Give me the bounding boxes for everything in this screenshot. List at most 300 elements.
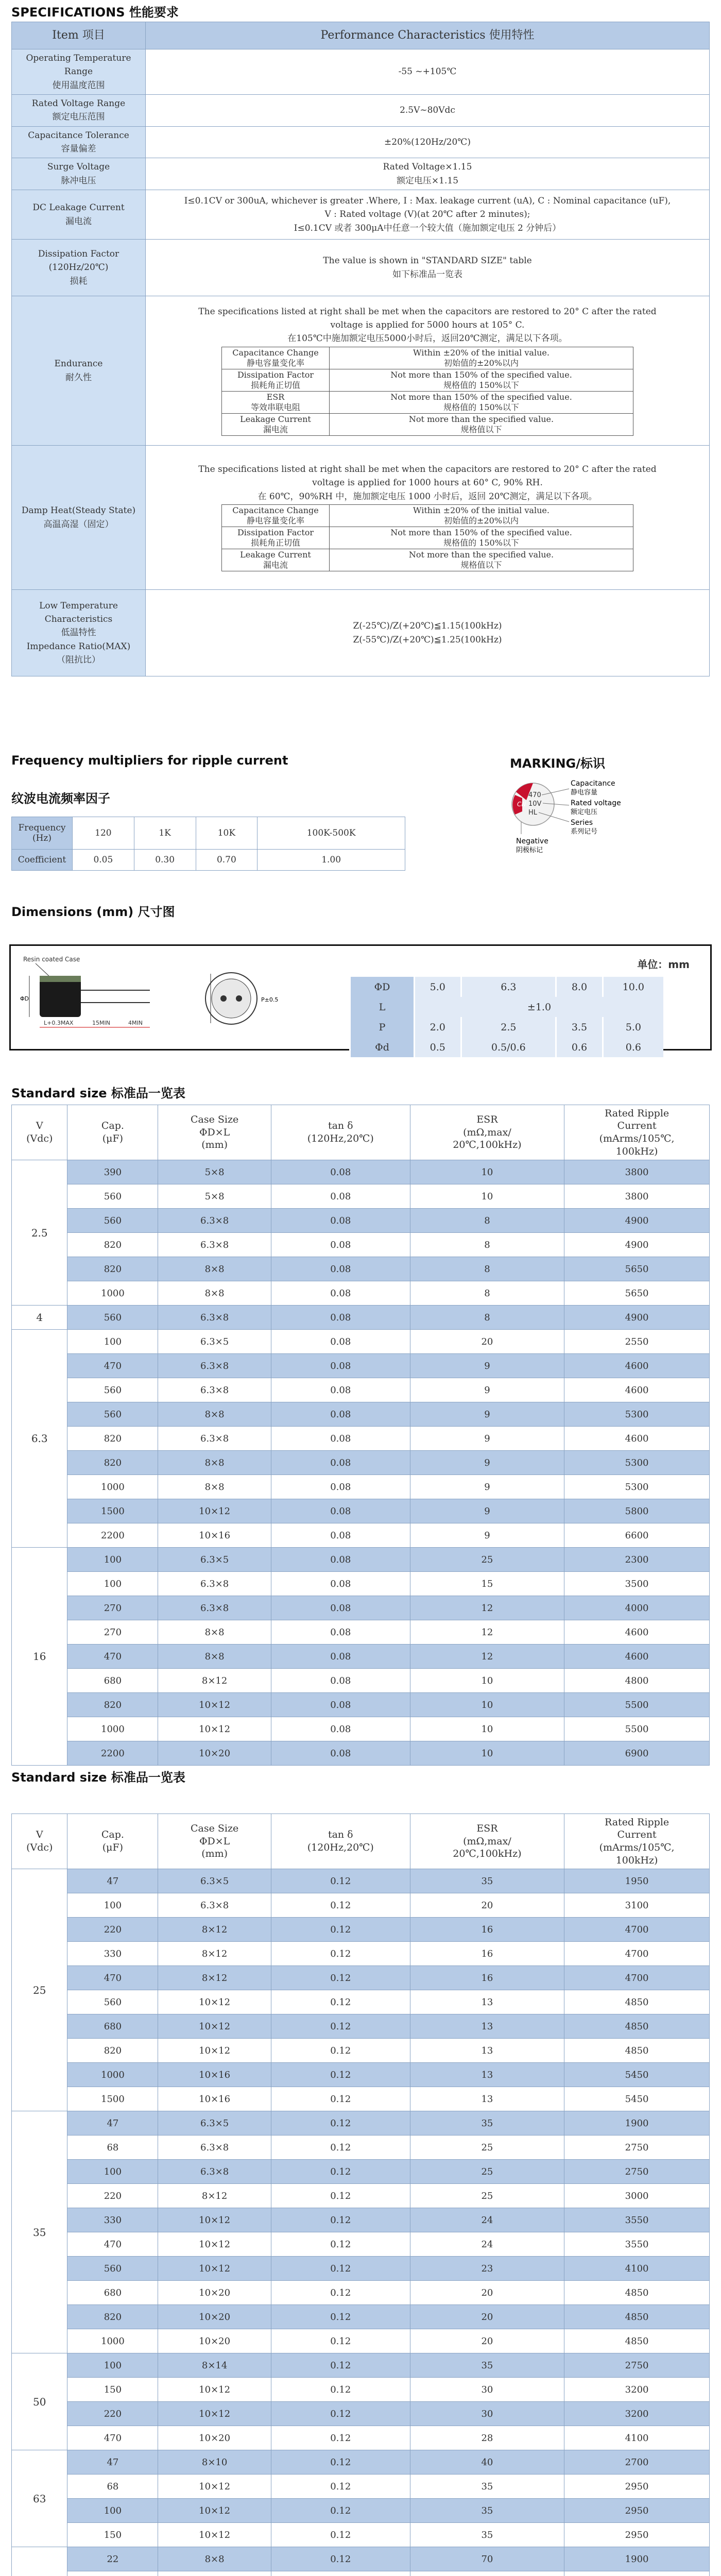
size-cell: 6.3×8: [158, 2160, 271, 2184]
col-ripple-current: Rated Ripple Current (mArms/105℃, 100kHz): [564, 1105, 710, 1160]
criteria-value: Not more than the specified value. 规格值以下: [330, 413, 633, 435]
esr-cell: 9: [410, 1378, 564, 1402]
size-cell: 10×12: [158, 2402, 271, 2426]
standard-size-table-1: [11, 1105, 710, 1766]
size-cell: [158, 2571, 271, 2576]
cap-cell: 2200: [67, 1741, 158, 1766]
esr-cell: 16: [410, 1966, 564, 1990]
table-row: [12, 2402, 710, 2426]
size-cell: 6.3×8: [158, 1233, 271, 1257]
cap-cell: 820: [67, 1233, 158, 1257]
esr-cell: 10: [410, 1741, 564, 1766]
esr-cell: 20: [410, 1330, 564, 1354]
tan-cell: 0.08: [271, 1257, 410, 1281]
freq-cell: 100K-500K: [258, 817, 405, 850]
tan-cell: 0.12: [271, 2257, 410, 2281]
ripple-cell: 4100: [564, 2426, 710, 2450]
size-cell: 10×12: [158, 1990, 271, 2014]
spec-label: Rated Voltage Range 额定电压范围: [12, 95, 146, 127]
spec-value: I≤0.1CV or 300uA, whichever is greater .Where, I : Max. leakage current (uA), C : Nominal capacitance (uF), V : Rated voltage (V)(at 20℃ after 2 minutes); I≤0.1CV 或者 300μA中任意一个较大值（施加额定电压 2 分钟后）: [146, 190, 710, 240]
table-row: [12, 2208, 710, 2232]
table-row: [12, 1620, 710, 1645]
spec-head-item: Item 项目: [12, 22, 146, 49]
tan-cell: 0.12: [271, 2014, 410, 2039]
size-cell: 10×20: [158, 2426, 271, 2450]
cap-cell: 100: [67, 1893, 158, 1918]
dia-label: ΦD: [20, 995, 29, 1002]
ripple-cell: 4900: [564, 1233, 710, 1257]
tan-cell: 0.12: [271, 2305, 410, 2329]
criteria-key: ESR 等效串联电阻: [222, 391, 330, 413]
ripple-cell: 4600: [564, 1378, 710, 1402]
cap-cell: 270: [67, 1620, 158, 1645]
table-row: [12, 1499, 710, 1523]
table-row: [12, 1475, 710, 1499]
tan-cell: 0.08: [271, 1160, 410, 1184]
size-cell: 10×20: [158, 2281, 271, 2305]
standard-size-table-2: [11, 1814, 710, 2576]
esr-cell: 9: [410, 1427, 564, 1451]
tan-cell: 0.12: [271, 1942, 410, 1966]
esr-cell: 35: [410, 1869, 564, 1893]
dim-cell: 0.6: [556, 1037, 603, 1057]
cap-cell: 47: [67, 2111, 158, 2136]
dim-cell: ±1.0: [415, 997, 664, 1017]
esr-cell: [410, 2571, 564, 2576]
ripple-cell: 2700: [564, 2450, 710, 2475]
dimension-drawing: [15, 951, 324, 1044]
esr-cell: 8: [410, 1281, 564, 1306]
damp-heat-criteria-table: [221, 504, 633, 571]
cap-cell: 330: [67, 2208, 158, 2232]
esr-cell: 25: [410, 1548, 564, 1572]
tan-cell: 0.08: [271, 1281, 410, 1306]
tan-cell: 0.08: [271, 1209, 410, 1233]
criteria-row: [222, 413, 633, 435]
cap-cell: 470: [67, 1645, 158, 1669]
table-row: [12, 1330, 710, 1354]
esr-cell: 20: [410, 2329, 564, 2353]
capacitance-label: Capacitance: [571, 779, 615, 788]
voltage-cell: 2.5: [12, 1160, 67, 1306]
damp-heat-value: [146, 446, 710, 590]
ripple-cell: 5300: [564, 1475, 710, 1499]
tan-cell: 0.08: [271, 1184, 410, 1209]
table-row: [12, 1451, 710, 1475]
table-row: [12, 1596, 710, 1620]
tan-cell: 0.08: [271, 1427, 410, 1451]
criteria-value: Not more than the specified value. 规格值以下: [330, 549, 633, 571]
table-row: [12, 2353, 710, 2378]
tan-cell: 0.12: [271, 2063, 410, 2087]
esr-cell: 13: [410, 2063, 564, 2087]
esr-cell: 8: [410, 1257, 564, 1281]
ripple-cell: 5650: [564, 1257, 710, 1281]
size-cell: 6.3×5: [158, 1330, 271, 1354]
ripple-cell: 1900: [564, 2547, 710, 2571]
table-row: [12, 2111, 710, 2136]
voltage-cell: 25: [12, 1869, 67, 2111]
cap-cell: 68: [67, 2136, 158, 2160]
cap-cell: 330: [67, 1942, 158, 1966]
tan-cell: 0.08: [271, 1693, 410, 1717]
size-cell: 5×8: [158, 1184, 271, 1209]
marking-series-value: HL: [528, 809, 538, 817]
endurance-row: [12, 296, 710, 446]
spec-head-perf: Performance Characteristics 使用特性: [146, 22, 710, 49]
ripple-cell: 4850: [564, 2014, 710, 2039]
esr-cell: 9: [410, 1523, 564, 1548]
dim-row-label: ΦD: [350, 977, 415, 997]
table-row: [12, 2547, 710, 2571]
criteria-row: [222, 347, 633, 369]
esr-cell: 12: [410, 1596, 564, 1620]
cap-cell: 22: [67, 2547, 158, 2571]
tan-cell: 0.08: [271, 1741, 410, 1766]
table-row: [12, 1281, 710, 1306]
cap-cell: 820: [67, 1451, 158, 1475]
ripple-cell: 4100: [564, 2257, 710, 2281]
col-tan-delta: tan δ (120Hz,20℃): [271, 1105, 410, 1160]
spec-value: 2.5V~80Vdc: [146, 95, 710, 127]
esr-cell: 12: [410, 1645, 564, 1669]
table-row: [12, 1548, 710, 1572]
esr-cell: 9: [410, 1354, 564, 1378]
size-cell: 10×16: [158, 1523, 271, 1548]
dim-cell: 10.0: [603, 977, 663, 997]
tan-cell: 0.12: [271, 2450, 410, 2475]
ripple-cell: 3550: [564, 2208, 710, 2232]
size-cell: 10×12: [158, 2499, 271, 2523]
esr-cell: 25: [410, 2136, 564, 2160]
spec-label: DC Leakage Current 漏电流: [12, 190, 146, 240]
ripple-cell: 4850: [564, 1990, 710, 2014]
spec-row: [12, 190, 710, 240]
cap-cell: 100: [67, 1572, 158, 1596]
spec-value: Rated Voltage×1.15 额定电压×1.15: [146, 158, 710, 190]
ripple-cell: 3500: [564, 1572, 710, 1596]
damp-heat-row: [12, 446, 710, 590]
size-cell: 6.3×8: [158, 2136, 271, 2160]
table-row: [12, 2571, 710, 2576]
spec-label: Dissipation Factor (120Hz/20℃) 损耗: [12, 240, 146, 296]
ripple-cell: 2750: [564, 2136, 710, 2160]
cap-cell: 1000: [67, 1281, 158, 1306]
series-cn-label: 系列记号: [571, 828, 598, 836]
spec-value: -55 ~+105℃: [146, 49, 710, 95]
size-cell: 10×20: [158, 2329, 271, 2353]
table-row: [12, 2160, 710, 2184]
criteria-row: [222, 369, 633, 391]
size-cell: 6.3×8: [158, 1893, 271, 1918]
table-row: [12, 2281, 710, 2305]
marking-cap-value: 470: [528, 791, 541, 799]
rated-voltage-cn-label: 额定电压: [571, 808, 598, 816]
size-cell: 8×12: [158, 1966, 271, 1990]
size-cell: 8×8: [158, 1257, 271, 1281]
specifications-table: [11, 22, 710, 676]
size-cell: 8×8: [158, 1645, 271, 1669]
esr-cell: 20: [410, 1893, 564, 1918]
tan-cell: 0.12: [271, 2136, 410, 2160]
esr-cell: 40: [410, 2450, 564, 2475]
ripple-cell: 5300: [564, 1451, 710, 1475]
tan-cell: 0.12: [271, 2523, 410, 2547]
table-row: [12, 2039, 710, 2063]
esr-cell: 13: [410, 2039, 564, 2063]
table-row: [12, 1523, 710, 1548]
criteria-key: Leakage Current 漏电流: [222, 413, 330, 435]
esr-cell: 13: [410, 2087, 564, 2111]
esr-cell: 70: [410, 2547, 564, 2571]
esr-cell: 9: [410, 1475, 564, 1499]
esr-cell: 10: [410, 1717, 564, 1741]
ripple-cell: 4850: [564, 2329, 710, 2353]
series-label: Series: [571, 819, 593, 827]
esr-cell: 12: [410, 1620, 564, 1645]
ripple-cell: 3100: [564, 1893, 710, 1918]
table-row: [12, 1990, 710, 2014]
cap-cell: 470: [67, 1966, 158, 1990]
size-cell: 8×14: [158, 2353, 271, 2378]
criteria-key: Dissipation Factor 损耗角正切值: [222, 527, 330, 549]
table-row: [12, 2499, 710, 2523]
dimensions-table: [349, 977, 663, 1057]
table-row: [12, 2378, 710, 2402]
cap-cell: 47: [67, 2450, 158, 2475]
size-cell: 6.3×8: [158, 1306, 271, 1330]
tan-cell: 0.08: [271, 1717, 410, 1741]
ripple-cell: 2300: [564, 1548, 710, 1572]
table-row: [12, 1572, 710, 1596]
cap-cell: 560: [67, 1306, 158, 1330]
spec-row: [12, 49, 710, 95]
ripple-cell: 4700: [564, 1918, 710, 1942]
ripple-cell: 5650: [564, 1281, 710, 1306]
size-cell: 10×12: [158, 1499, 271, 1523]
tan-cell: 0.12: [271, 2281, 410, 2305]
freq-row2: [12, 850, 405, 871]
size-cell: 10×12: [158, 2378, 271, 2402]
esr-cell: 8: [410, 1209, 564, 1233]
esr-cell: 20: [410, 2305, 564, 2329]
ripple-cell: 3000: [564, 2184, 710, 2208]
ripple-cell: 4850: [564, 2305, 710, 2329]
ripple-cell: 6900: [564, 1741, 710, 1766]
table-row: [12, 2014, 710, 2039]
ripple-cell: 2950: [564, 2475, 710, 2499]
spec-row: [12, 95, 710, 127]
ripple-cell: 4600: [564, 1427, 710, 1451]
tan-cell: 0.08: [271, 1645, 410, 1669]
ripple-cell: 1950: [564, 1869, 710, 1893]
ripple-cell: 5450: [564, 2087, 710, 2111]
ripple-cell: 3200: [564, 2378, 710, 2402]
dim-cell: 8.0: [556, 977, 603, 997]
ripple-cell: 4850: [564, 2039, 710, 2063]
esr-cell: 13: [410, 1990, 564, 2014]
esr-cell: 15: [410, 1572, 564, 1596]
freq-row1: [12, 817, 405, 850]
table-row: [12, 2184, 710, 2208]
cap-cell: 150: [67, 2523, 158, 2547]
dim-cell: 5.0: [415, 977, 461, 997]
cap-cell: 1500: [67, 1499, 158, 1523]
ripple-cell: 2750: [564, 2353, 710, 2378]
criteria-value: Within ±20% of the initial value. 初始值的±20%以内: [330, 505, 633, 527]
cap-cell: 1500: [67, 2087, 158, 2111]
tan-cell: 0.08: [271, 1378, 410, 1402]
damp-heat-label: Damp Heat(Steady State) 高温高湿（固定）: [12, 446, 146, 590]
ripple-cell: 4600: [564, 1620, 710, 1645]
col-voltage: V (Vdc): [12, 1814, 67, 1869]
spec-label: Surge Voltage 脉冲电压: [12, 158, 146, 190]
table-row: [12, 2136, 710, 2160]
ripple-cell: 5300: [564, 1402, 710, 1427]
criteria-key: Dissipation Factor 损耗角正切值: [222, 369, 330, 391]
table-row: [12, 1427, 710, 1451]
cap-cell: 470: [67, 2232, 158, 2257]
cap-cell: 820: [67, 2039, 158, 2063]
dim-row: [350, 1037, 664, 1057]
size-cell: 6.3×5: [158, 1548, 271, 1572]
ripple-cell: 2950: [564, 2523, 710, 2547]
cap-cell: 560: [67, 1990, 158, 2014]
size-cell: 10×16: [158, 2087, 271, 2111]
col-capacitance: Cap. (μF): [67, 1814, 158, 1869]
esr-cell: 9: [410, 1451, 564, 1475]
ripple-cell: 1900: [564, 2111, 710, 2136]
cap-cell: 1000: [67, 1717, 158, 1741]
brand-logo: CN: [517, 801, 526, 808]
tan-cell: 0.12: [271, 1990, 410, 2014]
tan-cell: 0.08: [271, 1451, 410, 1475]
tan-cell: 0.12: [271, 2184, 410, 2208]
criteria-value: Not more than 150% of the specified value. 规格值的 150%以下: [330, 391, 633, 413]
col-voltage: V (Vdc): [12, 1105, 67, 1160]
ripple-cell: 4850: [564, 2281, 710, 2305]
table-row: [12, 1669, 710, 1693]
cap-cell: 820: [67, 1427, 158, 1451]
size-cell: 8×8: [158, 1451, 271, 1475]
size-cell: 10×12: [158, 2014, 271, 2039]
cap-cell: 150: [67, 2378, 158, 2402]
ripple-cell: [564, 2571, 710, 2576]
dim-cell: 2.5: [461, 1017, 556, 1037]
cap-cell: 560: [67, 1209, 158, 1233]
col-esr: ESR (mΩ,max/ 20℃,100kHz): [410, 1105, 564, 1160]
table-row: [12, 2232, 710, 2257]
ripple-cell: 2750: [564, 2160, 710, 2184]
voltage-cell: 35: [12, 2111, 67, 2353]
col-case-size: Case Size ΦD×L (mm): [158, 1105, 271, 1160]
criteria-row: [222, 527, 633, 549]
spec-label: Operating Temperature Range 使用温度范围: [12, 49, 146, 95]
std1-section-title: Standard size 标准品一览表: [11, 1086, 185, 1100]
size-cell: 8×8: [158, 1475, 271, 1499]
table-row: [12, 1869, 710, 1893]
esr-cell: 30: [410, 2402, 564, 2426]
criteria-key: Leakage Current 漏电流: [222, 549, 330, 571]
table-row: [12, 1893, 710, 1918]
cap-cell: 1000: [67, 2329, 158, 2353]
cap-cell: 100: [67, 2499, 158, 2523]
spec-header-row: [12, 22, 710, 49]
ripple-cell: 4600: [564, 1354, 710, 1378]
table-row: [12, 2257, 710, 2281]
size-cell: 6.3×5: [158, 1869, 271, 1893]
cap-cell: 820: [67, 1257, 158, 1281]
voltage-cell: 4: [12, 1306, 67, 1330]
tan-cell: 0.08: [271, 1596, 410, 1620]
voltage-cell: [12, 2547, 67, 2576]
dim-cell: 2.0: [415, 1017, 461, 1037]
esr-cell: 35: [410, 2111, 564, 2136]
esr-cell: 8: [410, 1306, 564, 1330]
tan-cell: 0.08: [271, 1669, 410, 1693]
size-cell: 8×8: [158, 1620, 271, 1645]
esr-cell: 25: [410, 2184, 564, 2208]
tan-cell: 0.08: [271, 1572, 410, 1596]
col-tan-delta: tan δ (120Hz,20℃): [271, 1814, 410, 1869]
esr-cell: 25: [410, 2160, 564, 2184]
table-row: [12, 1741, 710, 1766]
esr-cell: 16: [410, 1918, 564, 1942]
table-row: [12, 1354, 710, 1378]
size-cell: 6.3×8: [158, 1354, 271, 1378]
ripple-cell: 4700: [564, 1942, 710, 1966]
cap-cell: 220: [67, 2402, 158, 2426]
tan-cell: 0.08: [271, 1402, 410, 1427]
tan-cell: 0.12: [271, 2111, 410, 2136]
freq-cell: 1K: [134, 817, 196, 850]
dim-row-label: P: [350, 1017, 415, 1037]
criteria-value: Not more than 150% of the specified value. 规格值的 150%以下: [330, 369, 633, 391]
ripple-cell: 3800: [564, 1184, 710, 1209]
ripple-cell: 2550: [564, 1330, 710, 1354]
ripple-cell: 3200: [564, 2402, 710, 2426]
tan-cell: 0.12: [271, 2329, 410, 2353]
tan-cell: 0.08: [271, 1523, 410, 1548]
dim-cell: 0.5/0.6: [461, 1037, 556, 1057]
ripple-cell: 2950: [564, 2499, 710, 2523]
lead-end-label: 4MIN: [128, 1020, 143, 1026]
size-cell: 8×12: [158, 2184, 271, 2208]
size-cell: 8×10: [158, 2450, 271, 2475]
table-row: [12, 1160, 710, 1184]
cap-cell: 220: [67, 2184, 158, 2208]
std2-header-row: [12, 1814, 710, 1869]
tan-cell: 0.08: [271, 1475, 410, 1499]
tan-cell: 0.12: [271, 2232, 410, 2257]
marking-diagram: [510, 770, 664, 873]
dimensions-box: [9, 944, 712, 1053]
ripple-cell: 3800: [564, 1160, 710, 1184]
spec-value: ±20%(120Hz/20℃): [146, 126, 710, 158]
endurance-intro: The specifications listed at right shall be met when the capacitors are restored to 20° C after the rated voltage is applied for 5000 hours at 105° C. 在105℃中施加额定电压5000小时后，返回20℃测定，满足以下各项。: [198, 306, 657, 344]
tan-cell: 0.08: [271, 1306, 410, 1330]
tan-cell: 0.08: [271, 1330, 410, 1354]
size-cell: 10×12: [158, 2039, 271, 2063]
lead-min-label: 15MIN: [92, 1020, 110, 1026]
voltage-cell: 63: [12, 2450, 67, 2547]
cap-cell: 560: [67, 1402, 158, 1427]
size-cell: 8×12: [158, 1942, 271, 1966]
length-label: L+0.3MAX: [44, 1020, 74, 1026]
cap-cell: 220: [67, 1918, 158, 1942]
ripple-cell: 4000: [564, 1596, 710, 1620]
freq-cell: 0.70: [196, 850, 258, 871]
